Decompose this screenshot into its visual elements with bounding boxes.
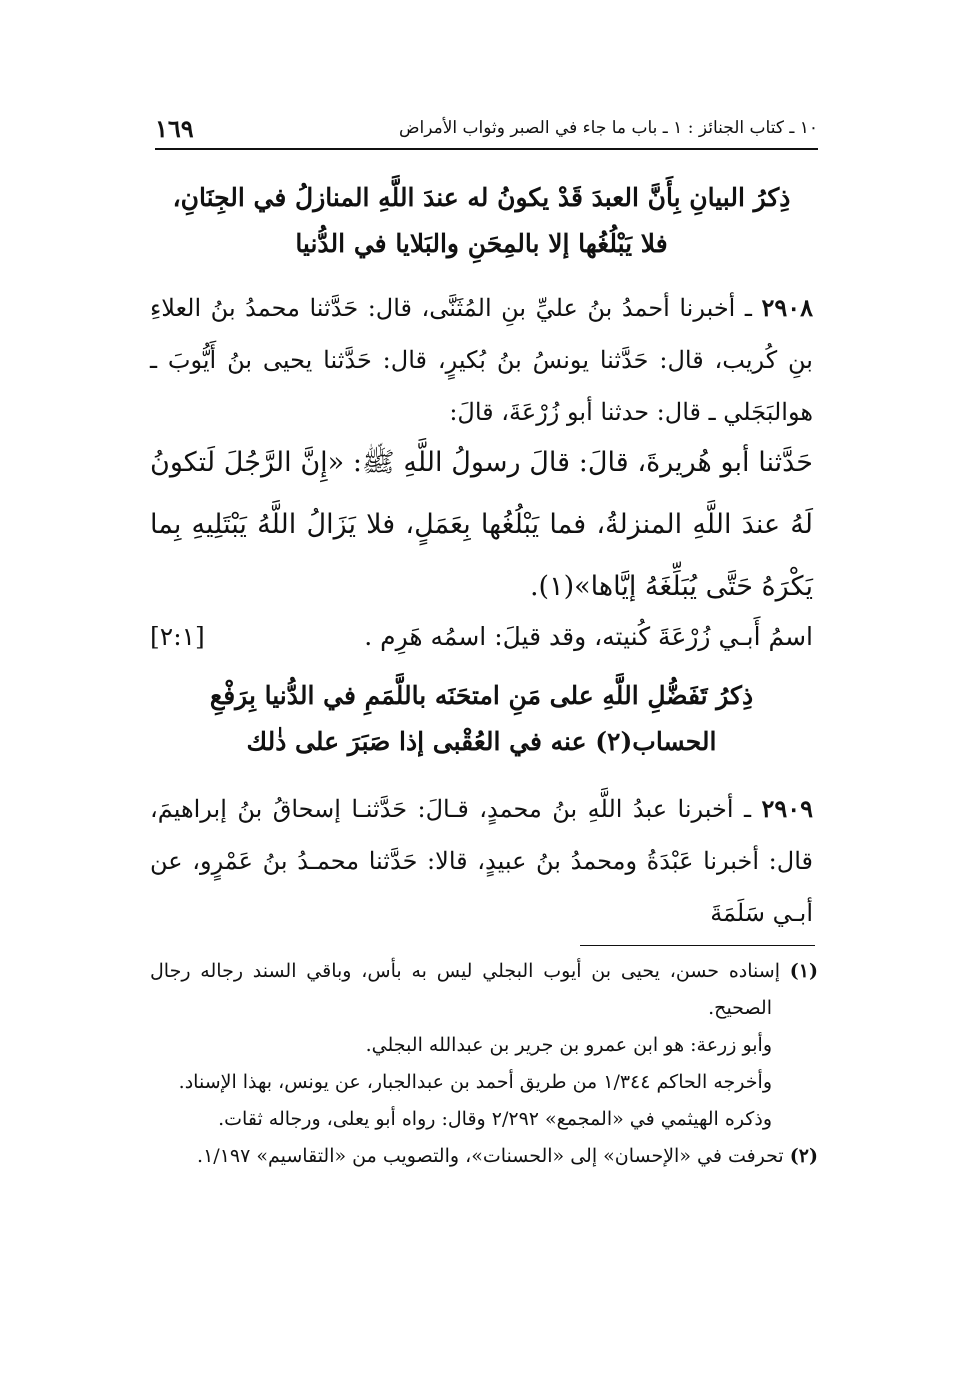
header-chapter-title: ١٠ ـ كتاب الجنائز : ١ ـ باب ما جاء في الصبر وثواب الأمراض [398,118,818,138]
footnote-mark: (١) [789,960,818,982]
heading-1-line-2: فلا يَبْلُغُها إلا بالمِحَنِ والبَلايا في الدُّنيا [295,229,668,258]
footnote-1-continued [150,1064,818,1101]
narrator-note-ref: [٢:١] [150,622,205,651]
narrator-note [150,612,813,662]
footnote-mark: (٢) [789,1145,818,1167]
running-header [155,108,818,150]
footnote-1-continued [150,1101,818,1138]
footnote-1-continued [150,1027,818,1064]
heading-2-line-2: الحساب(٢) عنه في العُقْبى إذا صَبَرَ على ذٰلك [246,727,717,756]
hadith-2909-isnad [150,783,813,939]
narrator-note-text: اسمُ أَبـي زُرْعَةَ كُنيته، وقد قيلَ: اسمُه هَرِم . [364,622,813,651]
footnote-2 [150,1138,818,1175]
hadith-matn-text: حَدَّثنا أبو هُريرةَ، قالَ: قالَ رسولُ اللَّهِ ﷺ: «إِنَّ الرَّجُلَ لَتكونُ لَهُ عندَ اللَّهِ المنزلةُ، فما يَبْلُغُها بِعَمَلٍ، فلا يَزَالُ اللَّهُ يَبْتَلِيهِ بِما يَكْرَهُ حَتَّى يُبَلِّغَهُ إيَّاها»(١). [150,447,813,602]
page-number: ١٦٩ [155,113,194,143]
hadith-isnad-text: ـ أخبرنا عبدُ اللَّهِ بنُ محمدٍ، قـالَ: حَدَّثنـا إسحاقُ بنُ إبراهيمَ، قال: أخبرنا عَبْدَةُ ومحمدُ بنُ عبيدٍ، قالا: حَدَّثنا محمـدُ بنُ عَمْرٍو، عن أبـي سَلَمَةَ [150,795,813,927]
section-heading-1 [150,175,813,267]
hadith-isnad-text: ـ أخبرنا أحمدُ بنُ عليِّ بنِ المُثَنَّى، قال: حَدَّثنا محمدُ بنُ العلاءِ بنِ كُريب، قال: حَدَّثنا يونسُ بنُ بُكيرٍ، قال: حَدَّثنا يحيى بنُ أَيُّوبَ ـ هوالبَجَلي ـ قال: حدثنا أبو زُرْعَةَ، قالَ: [150,294,813,426]
footnote-text: وأخرجه الحاكم ١/٣٤٤ من طريق أحمد بن عبدالجبار، عن يونس، بهذا الإسناد. [178,1071,772,1093]
heading-1-line-1: ذِكرُ البيانِ بِأَنَّ العبدَ قَدْ يكونُ له عندَ اللَّهِ المنازلُ في الجِنَانِ، [172,183,791,212]
footnote-text: وأبو زرعة: هو ابن عمرو بن جرير بن عبدالله البجلي. [365,1034,772,1056]
hadith-2908-matn [150,432,813,618]
footnote-1 [150,953,818,1027]
footnote-text: وذكره الهيثمي في «المجمع» ٢/٢٩٢ وقال: رواه أبو يعلى، ورجاله ثقات. [218,1108,772,1130]
hadith-2908-isnad [150,282,813,438]
hadith-number: ٢٩٠٩ [761,794,813,823]
footnote-text: تحرفت في «الإحسان» إلى «الحسنات»، والتصويب من «التقاسيم» ١/١٩٧. [197,1145,784,1167]
footnotes [150,953,818,1175]
footnote-text: إسناده حسن، يحيى بن أيوب البجلي ليس به بأس، وباقي السند رجاله رجال الصحيح. [150,960,780,1019]
section-heading-2 [150,673,813,765]
heading-2-line-1: ذِكرُ تَفَضُّلِ اللَّهِ على مَنِ امتحَنَه باللَّمَمِ في الدُّنيا بِرَفْعِ [209,681,754,710]
hadith-number: ٢٩٠٨ [761,293,813,322]
footnote-divider [580,945,815,946]
